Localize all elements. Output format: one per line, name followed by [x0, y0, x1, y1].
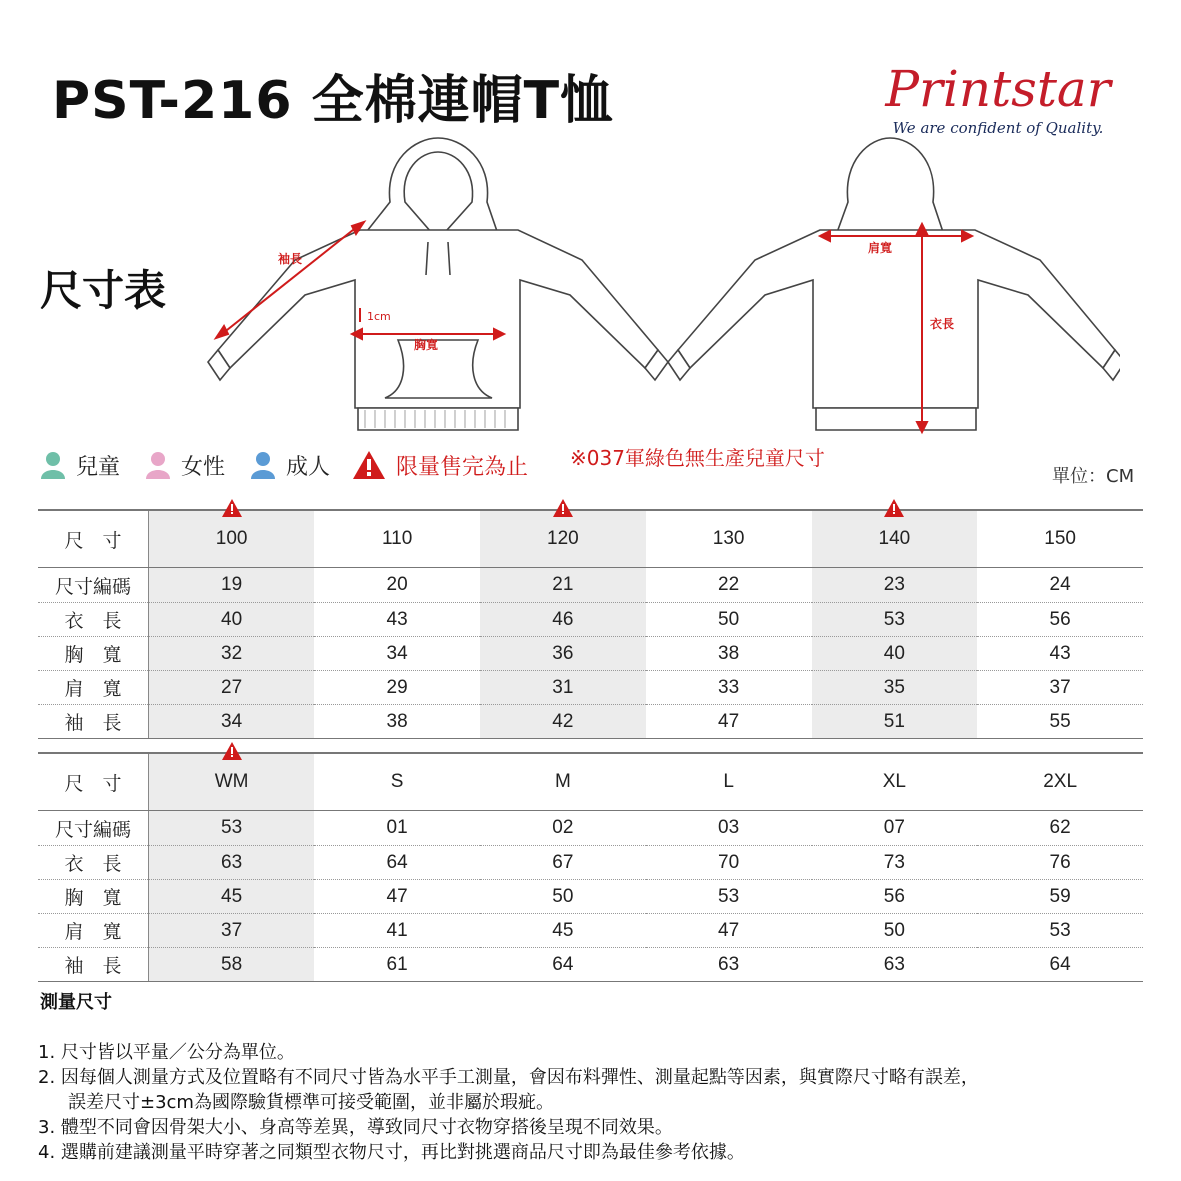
value-cell: 31 [480, 671, 646, 705]
size-cell: 130 [646, 510, 812, 568]
value-cell: 43 [977, 637, 1143, 671]
value-cell: 63 [149, 846, 315, 880]
code-cell: 22 [646, 568, 812, 603]
chest-label: 胸 寬 [38, 637, 149, 671]
value-cell: 38 [314, 705, 480, 739]
value-cell: 27 [149, 671, 315, 705]
code-cell: 24 [977, 568, 1143, 603]
adult-person-icon [250, 451, 276, 479]
code-cell: 01 [314, 811, 480, 846]
sleeve-label: 袖 長 [38, 948, 149, 982]
value-cell: 34 [149, 705, 315, 739]
chest-width-label: 胸寬 [414, 338, 439, 352]
value-cell: 46 [480, 603, 646, 637]
table-row [38, 603, 1143, 637]
table-row [38, 846, 1143, 880]
measure-heading: 測量尺寸 [40, 992, 112, 1013]
value-cell: 63 [812, 948, 978, 982]
value-cell: 45 [480, 914, 646, 948]
value-cell: 33 [646, 671, 812, 705]
size-cell: L [646, 753, 812, 811]
value-cell: 63 [646, 948, 812, 982]
value-cell: 29 [314, 671, 480, 705]
value-cell: 59 [977, 880, 1143, 914]
table-row [38, 880, 1143, 914]
brand-name: Printstar [885, 60, 1111, 118]
value-cell: 53 [646, 880, 812, 914]
size-label: 尺 寸 [38, 510, 149, 568]
size-chart-heading: 尺寸表 [40, 266, 167, 315]
value-cell: 40 [149, 603, 315, 637]
value-cell: 55 [977, 705, 1143, 739]
note-item: 誤差尺寸±3cm為國際驗貨標準可接受範圍，並非屬於瑕疵。 [68, 1092, 554, 1113]
value-cell: 47 [646, 914, 812, 948]
note-item: 4. 選購前建議測量平時穿著之同類型衣物尺寸，再比對挑選商品尺寸即為最佳參考依據。 [38, 1142, 745, 1163]
size-cell: 140 [812, 510, 978, 568]
value-cell: 67 [480, 846, 646, 880]
warning-icon [222, 499, 242, 517]
legend-adult-label: 成人 [286, 454, 331, 480]
code-cell: 20 [314, 568, 480, 603]
legend-limited [352, 450, 528, 480]
table-row [38, 568, 1143, 603]
legend-women-label: 女性 [181, 454, 226, 480]
value-cell: 58 [149, 948, 315, 982]
size-cell: 150 [977, 510, 1143, 568]
shoulder-width-label: 肩寬 [868, 241, 893, 255]
warning-icon [553, 499, 573, 517]
legend-limited-label: 限量售完為止 [396, 454, 529, 480]
table-row [38, 811, 1143, 846]
legend-kids [40, 450, 120, 480]
brand-tagline: We are confident of Quality. [892, 119, 1104, 137]
length-label: 衣 長 [38, 846, 149, 880]
legend-women [145, 450, 225, 480]
unit-label: 單位：CM [1052, 466, 1135, 487]
sleeve-length-label: 袖長 [278, 252, 303, 266]
value-cell: 43 [314, 603, 480, 637]
code-cell: 21 [480, 568, 646, 603]
value-cell: 53 [977, 914, 1143, 948]
value-cell: 64 [977, 948, 1143, 982]
size-cell: 100 [149, 510, 315, 568]
kids-size-table [38, 509, 1143, 739]
value-cell: 34 [314, 637, 480, 671]
value-cell: 40 [812, 637, 978, 671]
code-label: 尺寸編碼 [38, 811, 149, 846]
hoodie-diagram [200, 130, 1120, 440]
value-cell: 56 [977, 603, 1143, 637]
size-cell: XL [812, 753, 978, 811]
size-cell: S [314, 753, 480, 811]
value-cell: 50 [480, 880, 646, 914]
kids-person-icon [40, 451, 66, 479]
table-row [38, 510, 1143, 568]
size-cell: 120 [480, 510, 646, 568]
value-cell: 50 [646, 603, 812, 637]
table-row [38, 705, 1143, 739]
length-label: 衣 長 [38, 603, 149, 637]
value-cell: 64 [314, 846, 480, 880]
offset-1cm-label: 1cm [367, 310, 391, 323]
value-cell: 37 [977, 671, 1143, 705]
table-row [38, 637, 1143, 671]
note-item: 1. 尺寸皆以平量／公分為單位。 [38, 1042, 295, 1063]
code-cell: 07 [812, 811, 978, 846]
code-cell: 03 [646, 811, 812, 846]
value-cell: 47 [314, 880, 480, 914]
value-cell: 32 [149, 637, 315, 671]
value-cell: 45 [149, 880, 315, 914]
value-cell: 51 [812, 705, 978, 739]
note-item: 2. 因每個人測量方式及位置略有不同尺寸皆為水平手工測量，會因布料彈性、測量起點等因素，與實際尺寸略有誤差， [38, 1067, 979, 1088]
table-row [38, 948, 1143, 982]
value-cell: 38 [646, 637, 812, 671]
value-cell: 61 [314, 948, 480, 982]
value-cell: 73 [812, 846, 978, 880]
value-cell: 35 [812, 671, 978, 705]
warning-icon [352, 450, 386, 480]
sleeve-label: 袖 長 [38, 705, 149, 739]
size-cell: 110 [314, 510, 480, 568]
value-cell: 47 [646, 705, 812, 739]
table-row [38, 753, 1143, 811]
size-cell: WM [149, 753, 315, 811]
production-note: ※037軍綠色無生產兒童尺寸 [570, 446, 825, 470]
notes-list [38, 1040, 979, 1165]
value-cell: 42 [480, 705, 646, 739]
page-title: PST-216 全棉連帽T恤 [52, 71, 614, 131]
value-cell: 37 [149, 914, 315, 948]
size-cell: M [480, 753, 646, 811]
value-cell: 50 [812, 914, 978, 948]
value-cell: 56 [812, 880, 978, 914]
body-length-label: 衣長 [930, 317, 955, 331]
shoulder-label: 肩 寬 [38, 671, 149, 705]
code-cell: 02 [480, 811, 646, 846]
value-cell: 64 [480, 948, 646, 982]
value-cell: 41 [314, 914, 480, 948]
code-cell: 19 [149, 568, 315, 603]
legend-kids-label: 兒童 [76, 454, 121, 480]
warning-icon [884, 499, 904, 517]
code-cell: 23 [812, 568, 978, 603]
note-item: 3. 體型不同會因骨架大小、身高等差異，導致同尺寸衣物穿搭後呈現不同效果。 [38, 1117, 673, 1138]
legend-adult [250, 450, 330, 480]
value-cell: 70 [646, 846, 812, 880]
size-cell: 2XL [977, 753, 1143, 811]
code-cell: 53 [149, 811, 315, 846]
warning-icon [222, 742, 242, 760]
chest-label: 胸 寬 [38, 880, 149, 914]
table-row [38, 671, 1143, 705]
value-cell: 76 [977, 846, 1143, 880]
code-label: 尺寸編碼 [38, 568, 149, 603]
women-person-icon [145, 451, 171, 479]
code-cell: 62 [977, 811, 1143, 846]
value-cell: 53 [812, 603, 978, 637]
table-row [38, 914, 1143, 948]
size-label: 尺 寸 [38, 753, 149, 811]
shoulder-label: 肩 寬 [38, 914, 149, 948]
adult-size-table [38, 752, 1143, 982]
value-cell: 36 [480, 637, 646, 671]
